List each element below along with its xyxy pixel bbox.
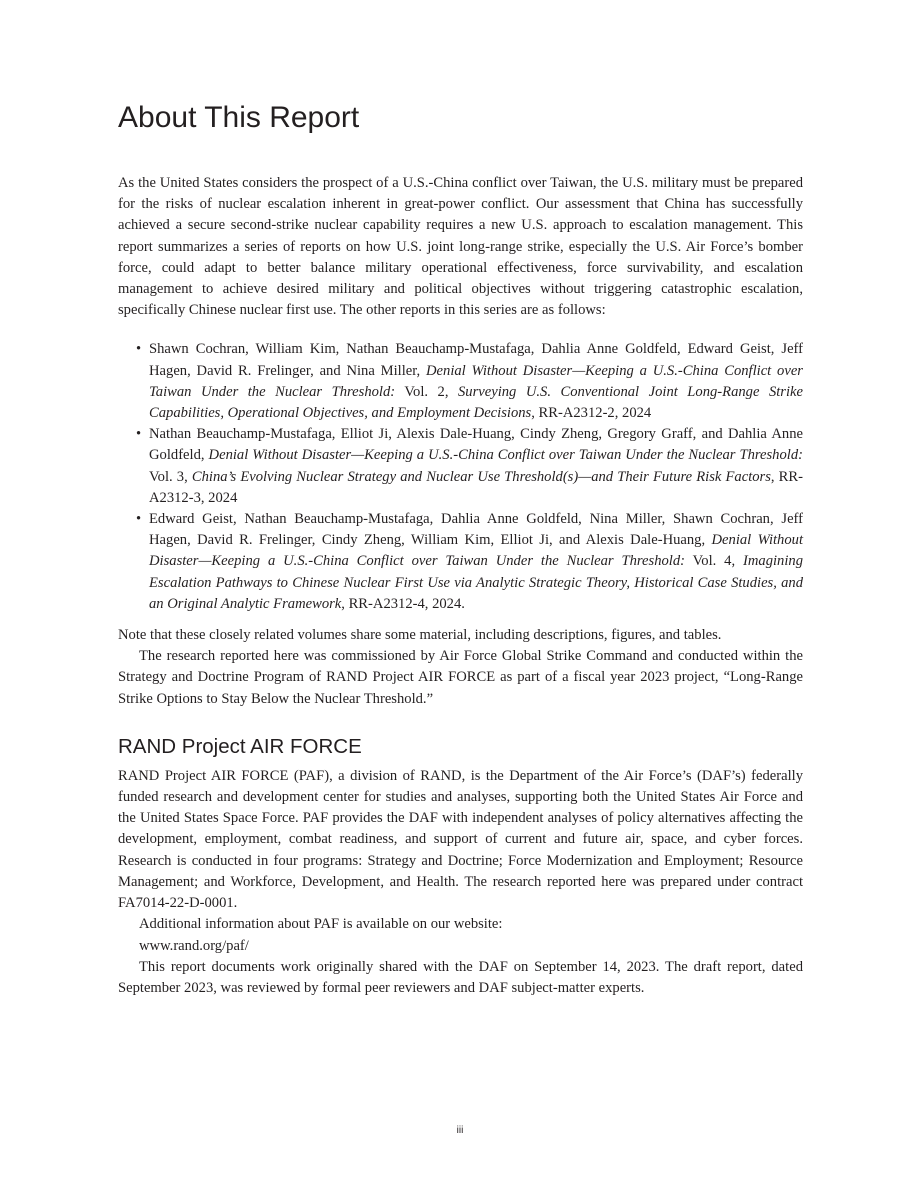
reference-series-title: Denial Without Disaster—Keeping a U.S.-China Conflict over Taiwan Under the Nuclear Threshold: <box>149 532 803 570</box>
reference-tail: , RR-A2312-2, 2024 <box>531 405 652 422</box>
page-number: iii <box>456 1125 464 1136</box>
documentation-paragraph: This report documents work originally shared with the DAF on September 14, 2023. The draft report, dated September 2023, was reviewed by formal peer reviewers and DAF subject-matter experts. <box>118 958 803 996</box>
bullet-icon: • <box>136 426 142 443</box>
reference-authors: Edward Geist, Nathan Beauchamp-Mustafaga, Dahlia Anne Goldfeld, Nina Miller, Shawn Cochran, Jeff Hagen, David R. Frelinger, Cindy Zheng, William Kim, Elliot Ji, and Alexis Dale-Huang, <box>149 511 803 549</box>
reference-volume: Vol. 2, <box>395 383 458 400</box>
reference-item <box>118 424 803 509</box>
intro-paragraph: As the United States considers the prospect of a U.S.-China conflict over Taiwan, the U.S. military must be prepared for the risks of nuclear escalation inherent in great-power conflict. Our assessment that China has successfully achieved a secure second-strike nuclear capability requires a new U.S. approach to escalation management. This report summarizes a series of reports on how U.S. joint long-range strike, especially the U.S. Air Force’s bomber force, could adapt to better balance military operational effectiveness, force survivability, and escalation management to achieve desired military and political objectives without triggering catastrophic escalation, specifically Chinese nuclear first use. The other reports in this series are as follows: <box>118 175 803 319</box>
bullet-icon: • <box>136 511 142 528</box>
reference-volume-title: China’s Evolving Nuclear Strategy and Nuclear Use Threshold(s)—and Their Future Risk Factors <box>191 468 771 485</box>
page-title: About This Report <box>118 101 360 134</box>
reference-list <box>118 339 803 615</box>
reference-tail: , RR-A2312-3, 2024 <box>149 468 804 506</box>
additional-info: Additional information about PAF is available on our website: <box>139 916 503 933</box>
reference-volume-title: Surveying U.S. Conventional Joint Long-Range Strike Capabilities, Operational Objectives, and Employment Decisions <box>149 383 803 422</box>
paf-heading: RAND Project AIR FORCE <box>118 734 362 758</box>
reference-volume: Vol. 4, <box>685 553 743 570</box>
commission-paragraph: The research reported here was commissioned by Air Force Global Strike Command and conducted within the Strategy and Doctrine Program of RAND Project AIR FORCE as part of a fiscal year 2023 project, “Long-Range Strike Options to Stay Below the Nuclear Threshold.” <box>118 648 803 707</box>
note-paragraph: Note that these closely related volumes share some material, including descriptions, figures, and tables. <box>118 627 722 644</box>
reference-item <box>118 509 803 615</box>
reference-series-title: Denial Without Disaster—Keeping a U.S.-China Conflict over Taiwan Under the Nuclear Threshold: <box>208 447 803 464</box>
reference-series-title: Denial Without Disaster—Keeping a U.S.-China Conflict over Taiwan Under the Nuclear Threshold: <box>149 362 803 400</box>
reference-authors: Nathan Beauchamp-Mustafaga, Elliot Ji, Alexis Dale-Huang, Cindy Zheng, Gregory Graff, and Dahlia Anne Goldfeld, <box>149 426 803 464</box>
bullet-icon: • <box>136 341 142 358</box>
reference-volume-title: Imagining Escalation Pathways to Chinese Nuclear First Use via Analytic Strategic Theory, Historical Case Studies, and an Original Analytic Framework <box>149 553 803 612</box>
reference-item <box>118 339 803 424</box>
paf-description: RAND Project AIR FORCE (PAF), a division of RAND, is the Department of the Air Force’s (DAF’s) federally funded research and development center for studies and analyses, supporting both the United States Air Force and the United States Space Force. PAF provides the DAF with independent analyses of policy alternatives affecting the development, employment, combat readiness, and support of current and future air, space, and cyber forces. Research is conducted in four programs: Strategy and Doctrine; Force Modernization and Employment; Resource Management; and Workforce, Development, and Health. The research reported here was prepared under contract FA7014-22-D-0001. <box>118 767 803 912</box>
reference-volume: Vol. 3, <box>149 468 192 485</box>
report-body <box>118 173 803 999</box>
website-link[interactable]: www.rand.org/paf/ <box>139 937 249 954</box>
reference-authors: Shawn Cochran, William Kim, Nathan Beauchamp-Mustafaga, Dahlia Anne Goldfeld, Edward Geist, Jeff Hagen, David R. Frelinger, and Nina Miller, <box>149 341 803 379</box>
reference-tail: , RR-A2312-4, 2024. <box>341 595 465 612</box>
